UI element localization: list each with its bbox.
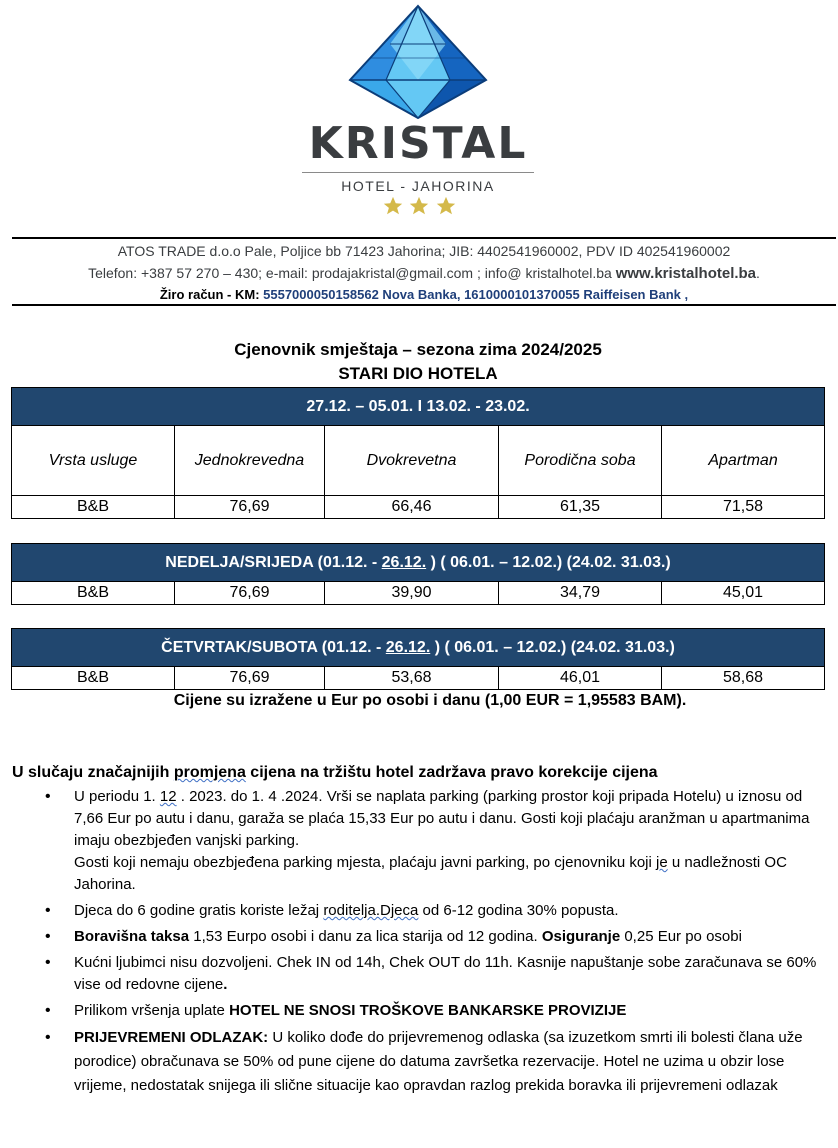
divider	[302, 172, 534, 173]
star-icon	[408, 195, 430, 217]
table-row	[12, 496, 825, 519]
column-header: Dvokrevetna	[325, 426, 499, 496]
star-icon	[382, 195, 404, 217]
price-cell: 76,69	[175, 496, 325, 519]
column-header: Apartman	[662, 426, 825, 496]
bank-accounts	[12, 287, 836, 302]
star-icon	[435, 195, 457, 217]
price-note: Cijene su izražene u Eur po osobi i danu (1,00 EUR = 1,95583 BAM).	[173, 692, 687, 709]
conditions-list	[12, 786, 827, 1102]
service-cell: B&B	[12, 496, 175, 519]
star-rating	[382, 195, 457, 222]
rule-bold: Boravišna taksa	[74, 928, 190, 945]
company-info: ATOS TRADE d.o.o Pale, Poljice bb 71423 Jahorina; JIB: 4402541960002, PDV ID 402541960002	[117, 243, 731, 259]
page-title: Cjenovnik smještaja – sezona zima 2024/2025	[234, 340, 602, 359]
rule-text: Prilikom vršenja uplate	[74, 1002, 230, 1019]
rule-text: U periodu 1.	[74, 788, 160, 805]
price-cell: 76,69	[175, 582, 325, 605]
period-text: ) ( 06.01. – 12.02.) (24.02. 31.03.)	[426, 553, 671, 571]
rule-text: . 2023. do 1. 4 .2024. Vrši se naplata parking (parking prostor koji pripada Hotelu) u iznosu od 7,66 Eur po autu i danu, garaža se plaća 15,33 Eur po autu i danu. Gosti koji plaćaju aranžman u apartmanima imaju obezbjeđen vanjski parking.	[74, 788, 810, 849]
rule-bold: HOTEL NE SNOSI TROŠKOVE BANKARSKE PROVIZIJE	[229, 1002, 627, 1019]
column-header: Jednokrevedna	[175, 426, 325, 496]
price-table	[11, 628, 825, 690]
column-header: Porodična soba	[499, 426, 662, 496]
divider	[12, 304, 836, 306]
hotel-name: KRISTAL	[308, 118, 528, 169]
price-cell: 39,90	[325, 582, 499, 605]
conditions-title	[12, 764, 658, 782]
contact-text: Telefon: +387 57 270 – 430; e-mail: prodajakristal@gmail.com ; info@ kristalhotel.ba	[88, 265, 616, 281]
price-cell: 53,68	[325, 667, 499, 690]
list-item	[74, 1026, 827, 1098]
table-row	[12, 667, 825, 690]
rule-text: u nadležnosti OC Jahorina.	[74, 854, 787, 893]
divider	[12, 237, 836, 239]
price-cell: 45,01	[662, 582, 825, 605]
price-cell: 76,69	[175, 667, 325, 690]
period-header	[12, 544, 825, 582]
period-text: ČETVRTAK/SUBOTA (01.12. -	[161, 638, 386, 656]
list-item	[74, 786, 827, 896]
price-cell: 46,01	[499, 667, 662, 690]
period-date: 26.12.	[385, 638, 431, 656]
price-table	[11, 387, 825, 519]
rule-text: 0,25 Eur po osobi	[620, 928, 742, 945]
contact-suffix: .	[756, 265, 760, 281]
rule-text: Djeca do 6 godine gratis koriste ležaj	[74, 902, 324, 919]
account-numbers: 5557000050158562 Nova Banka, 1610000101370055 Raiffeisen Bank ,	[263, 287, 689, 302]
price-cell: 61,35	[499, 496, 662, 519]
service-cell: B&B	[12, 667, 175, 690]
page-subtitle: STARI DIO HOTELA	[338, 364, 498, 383]
price-cell: 34,79	[499, 582, 662, 605]
rule-text: 12	[159, 788, 177, 805]
table-row	[12, 582, 825, 605]
list-item	[74, 952, 827, 996]
period-header: 27.12. – 05.01. I 13.02. - 23.02.	[12, 388, 825, 426]
rule-bold: Osiguranje	[541, 928, 621, 945]
account-label: Žiro račun - KM:	[159, 287, 264, 302]
website-link[interactable]: www.kristalhotel.ba	[615, 265, 757, 282]
rule-bold: PRIJEVREMENI ODLAZAK:	[74, 1029, 269, 1046]
period-date: 26.12.	[381, 553, 427, 571]
list-item	[74, 926, 827, 948]
price-table	[11, 543, 825, 605]
rule-text: od 6-12 godina 30% popusta.	[418, 902, 619, 919]
price-cell: 58,68	[662, 667, 825, 690]
period-text: NEDELJA/SRIJEDA (01.12. -	[165, 553, 382, 571]
title-text: cijena na tržištu hotel zadržava pravo korekcije cijena	[245, 764, 658, 781]
hotel-subtitle: HOTEL - JAHORINA	[341, 178, 495, 194]
title-text: U slučaju značajnijih	[12, 764, 174, 781]
rule-text: Gosti koji nemaju obezbjeđena parking mjesta, plaćaju javni parking, po cjenovniku koji	[74, 854, 656, 871]
rule-text: 1,53 Eurpo osobi i danu za lica starija od 12 godina.	[189, 928, 542, 945]
company-contact	[12, 265, 836, 282]
service-cell: B&B	[12, 582, 175, 605]
price-cell: 66,46	[325, 496, 499, 519]
rule-bold: .	[223, 976, 228, 993]
period-header	[12, 629, 825, 667]
price-cell: 71,58	[662, 496, 825, 519]
period-text: ) ( 06.01. – 12.02.) (24.02. 31.03.)	[430, 638, 675, 656]
rule-text: je	[656, 854, 668, 871]
rule-text: roditelja.Djeca	[323, 902, 419, 919]
list-item	[74, 1000, 827, 1022]
rule-text: U koliko dođe do prijevremenog odlaska (sa izuzetkom smrti ili bolesti člana uže porodice) obračunava se 50% od pune cijene do datuma završetka rezervacije. Hotel ne uzima u obzir lose vrijeme, nedostatak snijega ili slične situacije kao opravdan razlog prekida boravka ili prijevremeni odlazak	[74, 1029, 803, 1094]
column-header: Vrsta usluge	[12, 426, 175, 496]
list-item	[74, 900, 827, 922]
rule-text: Kućni ljubimci nisu dozvoljeni. Chek IN od 14h, Chek OUT do 11h. Kasnije napuštanje sobe zaračunava se 60% vise od redovne cijene	[74, 954, 817, 993]
title-text: promjena	[173, 764, 246, 781]
